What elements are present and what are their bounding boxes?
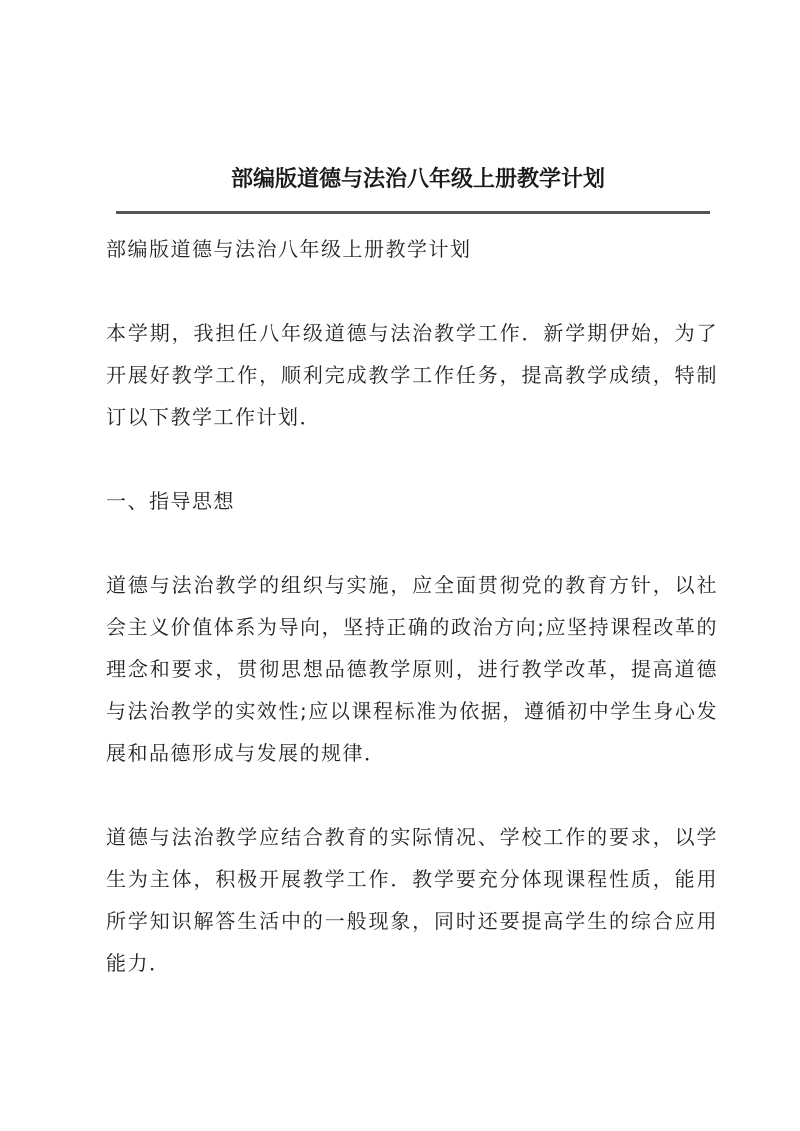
teaching-paragraph: 道德与法治教学应结合教育的实际情况、学校工作的要求，以学生为主体，积极开展教学工作．教学要充分体现课程性质，能用所学知识解答生活中的一般现象，同时还要提高学生的综合应用能力． [106, 825, 718, 975]
section-heading: 一、指导思想 [106, 489, 235, 513]
guiding-paragraph: 道德与法治教学的组织与实施，应全面贯彻党的教育方针，以社会主义价值体系为导向，坚持正确的政治方向;应坚持课程改革的理念和要求，贯彻思想品德教学原则，进行教学改革，提高道德与法治教学的实效性;应以课程标准为依据，遵循初中学生身心发展和品德形成与发展的规律． [106, 573, 718, 765]
intro-paragraph: 本学期，我担任八年级道德与法治教学工作．新学期伊始，为了开展好教学工作，顺利完成教学工作任务，提高教学成绩，特制订以下教学工作计划． [106, 321, 718, 429]
subtitle-paragraph: 部编版道德与法治八年级上册教学计划 [106, 237, 472, 261]
document-body [106, 228, 718, 1026]
document-title: 部编版道德与法治八年级上册教学计划 [230, 166, 605, 192]
title-divider [116, 211, 710, 214]
